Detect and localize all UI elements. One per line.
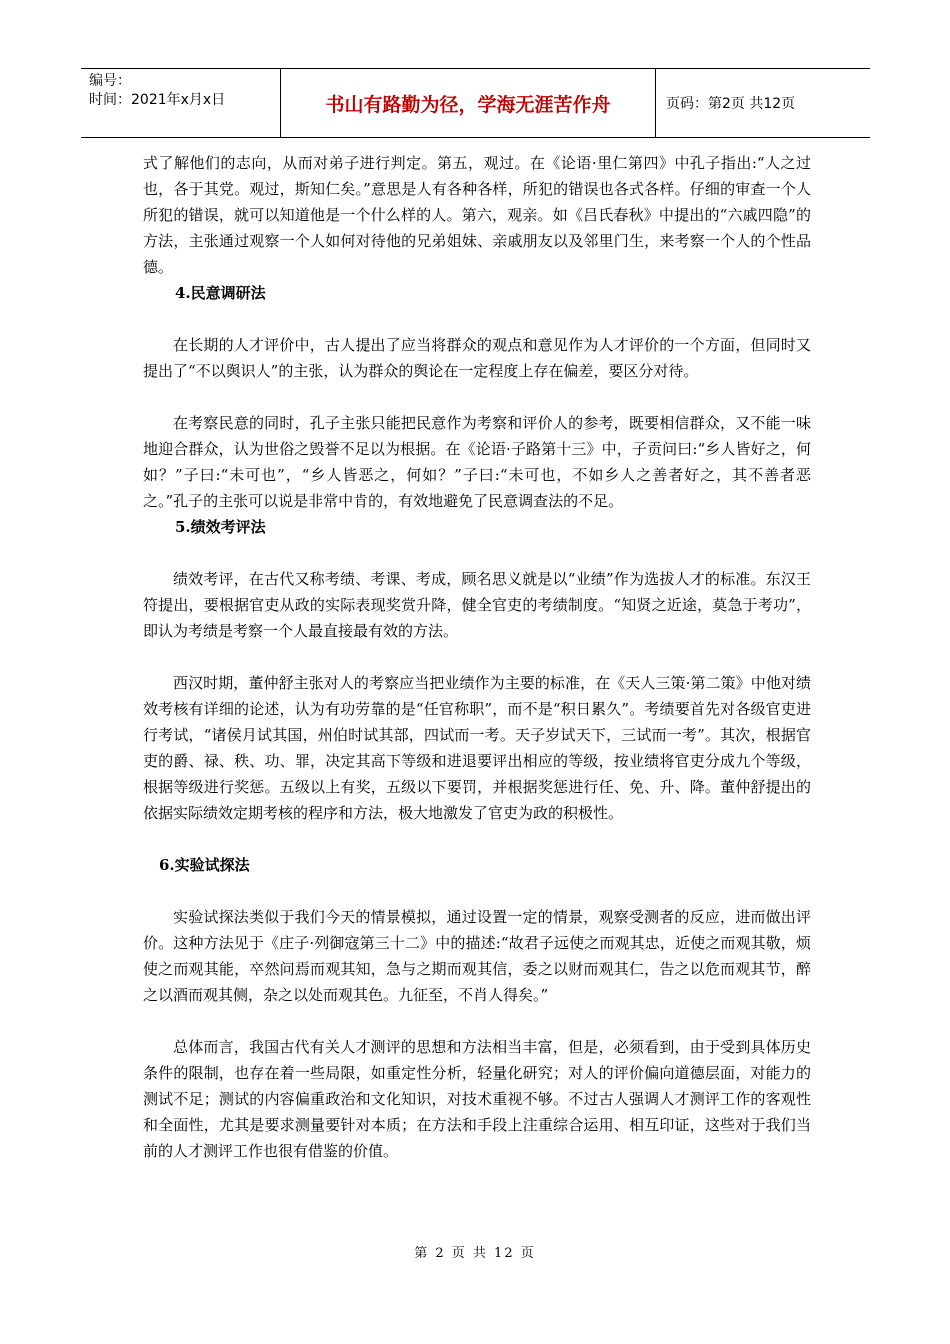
paragraph: 总体而言，我国古代有关人才测评的思想和方法相当丰富，但是，必须看到，由于受到具体历史条件的限制，也存在着一些局限，如重定性分析，轻量化研究；对人的评价偏向道德层面，对能力的测试不足；测试的内容偏重政治和文化知识，对技术重视不够。不过古人强调人才测评工作的客观性和全面性，尤其是要求测量要针对本质；在方法和手段上注重综合运用、相互印证，这些对于我们当前的人才测评工作也很有借鉴的价值。 <box>143 1038 811 1160</box>
header-meta <box>81 69 281 137</box>
page-footer: 第 2 页 共 12 页 <box>414 1246 536 1261</box>
document-body <box>143 150 811 1164</box>
header-motto: 书山有路勤为径，学海无涯苦作舟 <box>281 69 656 137</box>
paragraph: 西汉时期，董仲舒主张对人的考察应当把业绩作为主要的标准，在《天人三策·第二策》中他对绩效考核有详细的论述，认为有功劳靠的是“任官称职”，而不是“积日累久”。考绩要首先对各级官吏进行考试，“诸侯月试其国，州伯时试其部，四试而一考。天子岁试天下，三试而一考”。其次，根据官吏的爵、禄、秩、功、罪，决定其高下等级和进退要评出相应的等级，按业绩将官吏分成九个等级，根据等级进行奖惩。五级以上有奖，五级以下要罚，并根据奖惩进行任、免、升、降。董仲舒提出的依据实际绩效定期考核的程序和方法，极大地激发了官吏为政的积极性。 <box>143 674 811 822</box>
document-date: 时间：2021年x月x日 <box>89 92 226 108</box>
paragraph-continuation: 式了解他们的志向，从而对弟子进行判定。第五，观过。在《论语·里仁第四》中孔子指出:“人之过也，各于其党。观过，斯知仁矣。”意思是人有各种各样，所犯的错误也各式各样。仔细的审查一个人所犯的错误，就可以知道他是一个什么样的人。第六，观亲。如《吕氏春秋》中提出的“六戚四隐”的方法，主张通过观察一个人如何对待他的兄弟姐妹、亲戚朋友以及邻里门生，来考察一个人的个性品德。 <box>143 154 811 276</box>
document-number-label: 编号： <box>89 73 131 89</box>
paragraph: 绩效考评，在古代又称考绩、考课、考成，顾名思义就是以“业绩”作为选拔人才的标准。东汉王符提出，要根据官吏从政的实际表现奖赏升降，健全官吏的考绩制度。“知贤之近途，莫急于考功”，即认为考绩是考察一个人最直接最有效的方法。 <box>143 570 811 640</box>
paragraph: 实验试探法类似于我们今天的情景模拟，通过设置一定的情景，观察受测者的反应，进而做出评价。这种方法见于《庄子·列御寇第三十二》中的描述:“故君子远使之而观其忠，近使之而观其敬，烦使之而观其能，卒然问焉而观其知，急与之期而观其信，委之以财而观其仁，告之以危而观其节，醉之以酒而观其侧，杂之以处而观其色。九征至，不肖人得矣。” <box>143 908 811 1004</box>
paragraph: 在长期的人才评价中，古人提出了应当将群众的观点和意见作为人才评价的一个方面，但同时又提出了“不以舆识人”的主张，认为群众的舆论在一定程度上存在偏差，要区分对待。 <box>143 336 811 380</box>
header-page-number: 页码：第2页 共12页 <box>666 96 796 112</box>
document-header <box>81 68 870 138</box>
section-heading-4: 4.民意调研法 <box>175 284 266 302</box>
section-heading-5: 5.绩效考评法 <box>175 518 266 536</box>
paragraph: 在考察民意的同时，孔子主张只能把民意作为考察和评价人的参考，既要相信群众，又不能一味地迎合群众，认为世俗之毁誉不足以为根据。在《论语·子路第十三》中，子贡问曰:“乡人皆好之，何如？”子曰:“未可也”，“乡人皆恶之，何如？”子曰:“未可也，不如乡人之善者好之，其不善者恶之。”孔子的主张可以说是非常中肯的，有效地避免了民意调查法的不足。 <box>143 414 811 510</box>
section-heading-6: 6.实验试探法 <box>159 856 250 874</box>
